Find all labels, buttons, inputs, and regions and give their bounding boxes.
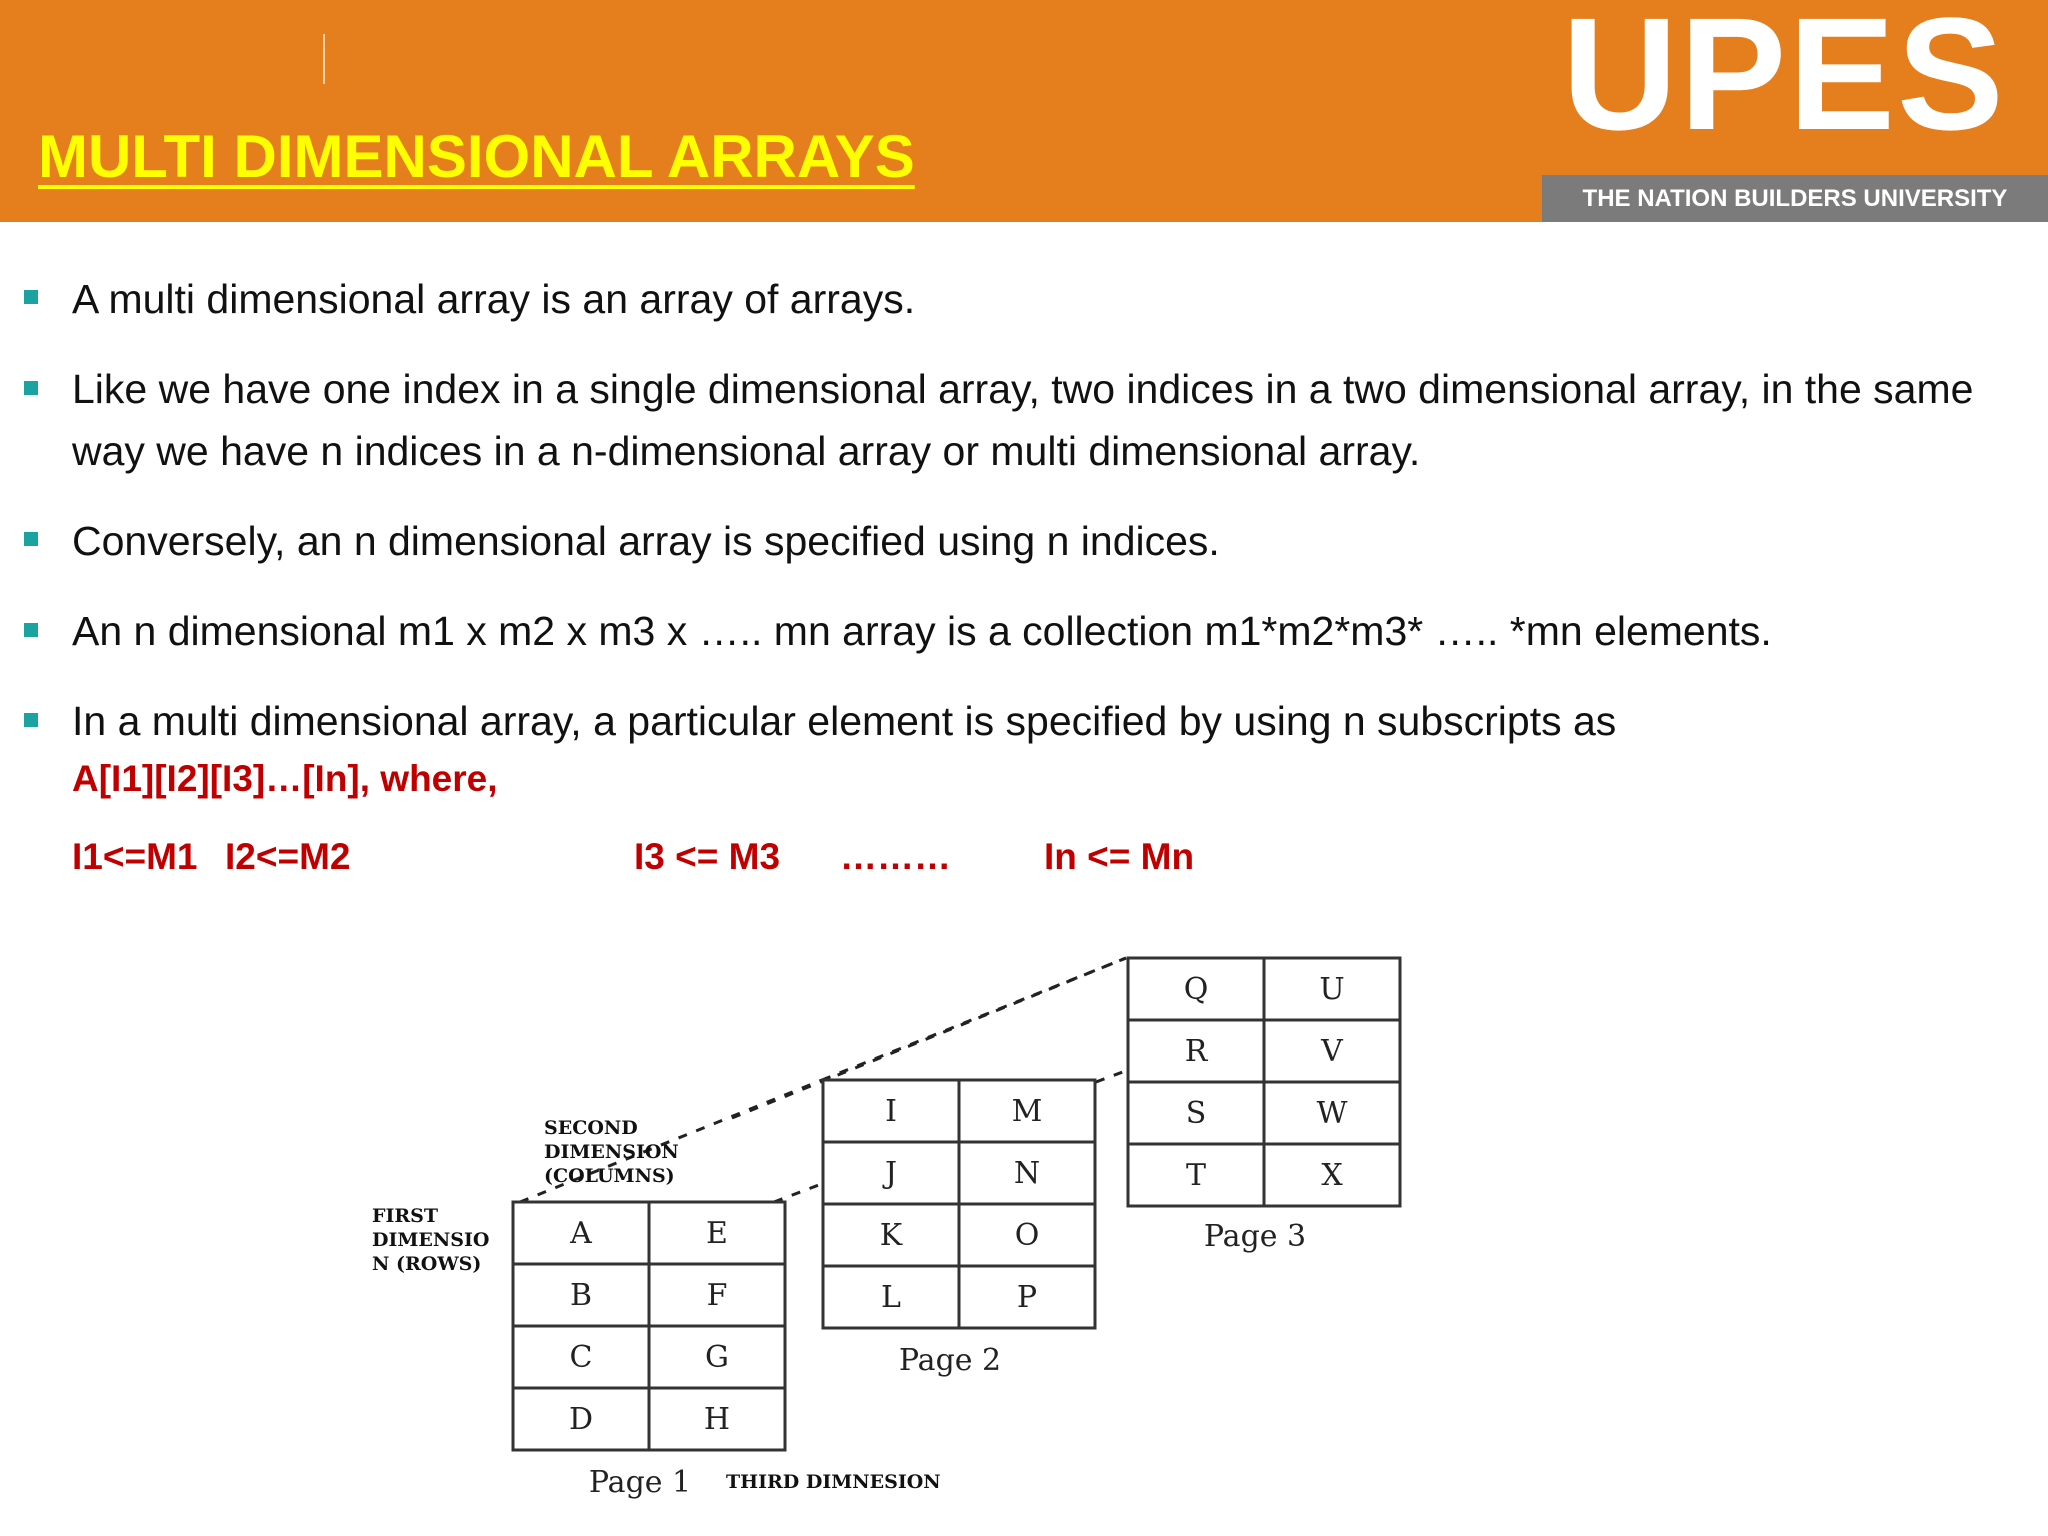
first-dimension-label-line1: FIRST: [372, 1205, 439, 1227]
array-cell-q: Q: [1183, 972, 1209, 1007]
slide-title: MULTI DIMENSIONAL ARRAYS: [38, 123, 915, 190]
page-2-grid: [823, 1080, 1095, 1328]
constraint-i3: I3 <= M3: [634, 836, 781, 877]
page-3-grid: [1128, 958, 1400, 1206]
array-cell-d: D: [568, 1402, 594, 1437]
second-dimension-label-line3: (COLUMNS): [544, 1165, 675, 1187]
array-cell-g: G: [705, 1340, 729, 1375]
page-1-caption: Page 1: [588, 1465, 692, 1500]
page-2-caption: Page 2: [898, 1343, 1002, 1378]
array-cell-m: M: [1011, 1094, 1043, 1129]
bullet-item: A multi dimensional array is an array of arrays.: [72, 276, 916, 322]
array-cell-t: T: [1185, 1158, 1207, 1193]
array-cell-x: X: [1321, 1158, 1343, 1193]
array-cell-r: R: [1184, 1034, 1208, 1069]
array-cell-f: F: [706, 1278, 728, 1313]
array-cell-h: H: [703, 1402, 731, 1437]
first-dimension-label-line2: DIMENSIO: [372, 1229, 490, 1251]
constraint-in: In <= Mn: [1044, 836, 1195, 877]
subscript-expression: A[I1][I2][I3]…[In], where,: [72, 758, 498, 799]
array-cell-l: L: [881, 1280, 901, 1315]
array-cell-j: J: [884, 1156, 898, 1191]
bullet-item: In a multi dimensional array, a particular element is specified by using n subscripts as: [72, 698, 1617, 744]
array-cell-w: W: [1316, 1096, 1348, 1131]
second-dimension-label-line1: SECOND: [544, 1117, 638, 1139]
constraint-i1: I1<=M1: [72, 836, 198, 877]
array-cell-u: U: [1319, 972, 1345, 1007]
bullet-item: Conversely, an n dimensional array is specified using n indices.: [72, 518, 1220, 564]
bullet-item: An n dimensional m1 x m2 x m3 x ….. mn array is a collection m1*m2*m3* ….. *mn elements.: [72, 608, 1772, 654]
array-cell-n: N: [1013, 1156, 1041, 1191]
array-cell-p: P: [1016, 1280, 1038, 1315]
array-cell-i: I: [885, 1094, 897, 1129]
page-1-grid: [513, 1202, 785, 1450]
logo-wordmark: UPES: [1562, 0, 2006, 163]
array-cell-s: S: [1185, 1096, 1207, 1131]
array-cell-e: E: [706, 1216, 728, 1251]
constraint-i2: I2<=M2: [225, 836, 351, 877]
page-3-caption: Page 3: [1203, 1219, 1307, 1254]
constraint-ellipsis: ………: [840, 836, 951, 877]
third-dimension-label: THIRD DIMNESION: [726, 1471, 941, 1493]
array-cell-c: C: [569, 1340, 593, 1375]
bullet-item: Like we have one index in a single dimensional array, two indices in a two dimensional array, in the same way we have n indices in a n-dimensional array or multi dimensional array.: [72, 366, 1974, 474]
first-dimension-label-line3: N (ROWS): [372, 1253, 482, 1275]
array-cell-a: A: [570, 1216, 592, 1251]
array-cell-k: K: [879, 1218, 903, 1253]
second-dimension-label-line2: DIMENSION: [544, 1141, 679, 1163]
array-cell-v: V: [1321, 1034, 1343, 1069]
logo-tagline: THE NATION BUILDERS UNIVERSITY: [1542, 175, 2048, 222]
array-cell-o: O: [1014, 1218, 1040, 1253]
array-cell-b: B: [569, 1278, 593, 1313]
